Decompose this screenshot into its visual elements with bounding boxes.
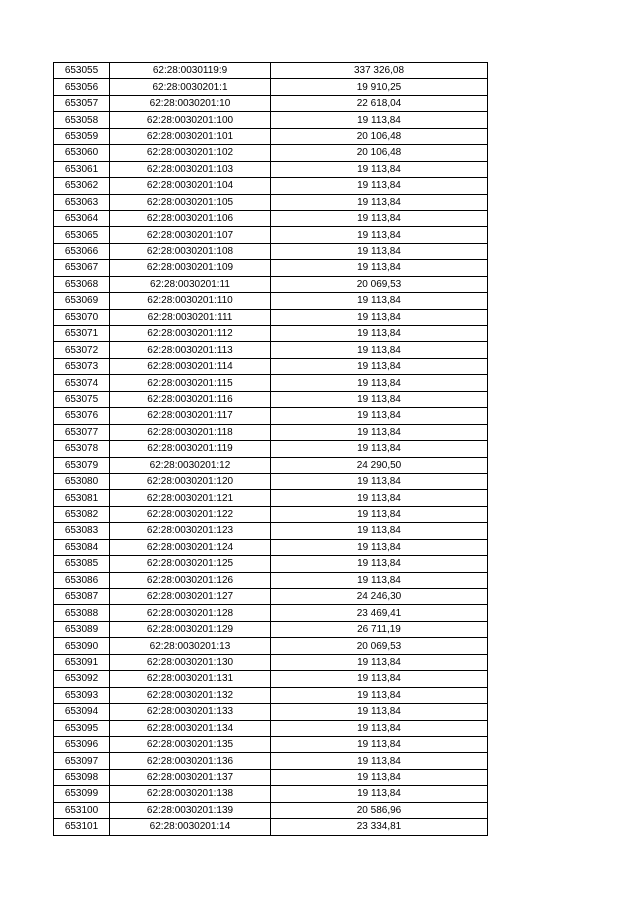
cadastral-number-cell: 62:28:0030201:109 (110, 260, 271, 276)
table-row (54, 506, 488, 522)
cadastral-value-cell: 19 113,84 (271, 441, 488, 457)
cadastral-number-cell: 62:28:0030201:103 (110, 161, 271, 177)
cadastral-value-table (53, 62, 488, 836)
cadastral-number-cell: 62:28:0030201:136 (110, 753, 271, 769)
row-number-cell: 653075 (54, 391, 110, 407)
cadastral-number-cell: 62:28:0030201:129 (110, 621, 271, 637)
table-row (54, 457, 488, 473)
row-number-cell: 653083 (54, 523, 110, 539)
cadastral-number-cell: 62:28:0030201:132 (110, 687, 271, 703)
cadastral-number-cell: 62:28:0030201:126 (110, 572, 271, 588)
cadastral-value-cell: 19 113,84 (271, 654, 488, 670)
cadastral-number-cell: 62:28:0030201:110 (110, 293, 271, 309)
cadastral-value-cell: 23 334,81 (271, 819, 488, 835)
table-row (54, 671, 488, 687)
cadastral-number-cell: 62:28:0030119:9 (110, 63, 271, 79)
table-row (54, 605, 488, 621)
cadastral-number-cell: 62:28:0030201:137 (110, 769, 271, 785)
cadastral-value-cell: 19 910,25 (271, 79, 488, 95)
cadastral-value-cell: 19 113,84 (271, 210, 488, 226)
cadastral-number-cell: 62:28:0030201:114 (110, 358, 271, 374)
row-number-cell: 653077 (54, 424, 110, 440)
cadastral-value-cell: 19 113,84 (271, 112, 488, 128)
table-row (54, 161, 488, 177)
cadastral-value-cell: 24 290,50 (271, 457, 488, 473)
cadastral-number-cell: 62:28:0030201:105 (110, 194, 271, 210)
row-number-cell: 653071 (54, 326, 110, 342)
cadastral-number-cell: 62:28:0030201:135 (110, 736, 271, 752)
row-number-cell: 653091 (54, 654, 110, 670)
cadastral-value-cell: 19 113,84 (271, 375, 488, 391)
cadastral-number-cell: 62:28:0030201:123 (110, 523, 271, 539)
cadastral-number-cell: 62:28:0030201:113 (110, 342, 271, 358)
row-number-cell: 653081 (54, 490, 110, 506)
cadastral-value-cell: 19 113,84 (271, 227, 488, 243)
row-number-cell: 653096 (54, 736, 110, 752)
cadastral-value-cell: 337 326,08 (271, 63, 488, 79)
table-row (54, 95, 488, 111)
row-number-cell: 653057 (54, 95, 110, 111)
cadastral-number-cell: 62:28:0030201:106 (110, 210, 271, 226)
cadastral-value-cell: 19 113,84 (271, 358, 488, 374)
table-row (54, 227, 488, 243)
table-body (54, 63, 488, 836)
row-number-cell: 653095 (54, 720, 110, 736)
row-number-cell: 653065 (54, 227, 110, 243)
cadastral-value-cell: 20 586,96 (271, 802, 488, 818)
row-number-cell: 653070 (54, 309, 110, 325)
cadastral-value-cell: 22 618,04 (271, 95, 488, 111)
table-row (54, 786, 488, 802)
cadastral-number-cell: 62:28:0030201:119 (110, 441, 271, 457)
row-number-cell: 653067 (54, 260, 110, 276)
table-row (54, 473, 488, 489)
cadastral-value-cell: 19 113,84 (271, 326, 488, 342)
cadastral-value-cell: 19 113,84 (271, 342, 488, 358)
row-number-cell: 653055 (54, 63, 110, 79)
row-number-cell: 653087 (54, 589, 110, 605)
cadastral-value-cell: 19 113,84 (271, 309, 488, 325)
table-row (54, 539, 488, 555)
row-number-cell: 653068 (54, 276, 110, 292)
table-row (54, 178, 488, 194)
cadastral-value-cell: 19 113,84 (271, 556, 488, 572)
table-row (54, 391, 488, 407)
cadastral-number-cell: 62:28:0030201:112 (110, 326, 271, 342)
cadastral-number-cell: 62:28:0030201:100 (110, 112, 271, 128)
row-number-cell: 653089 (54, 621, 110, 637)
cadastral-number-cell: 62:28:0030201:116 (110, 391, 271, 407)
table-row (54, 687, 488, 703)
cadastral-number-cell: 62:28:0030201:108 (110, 243, 271, 259)
row-number-cell: 653061 (54, 161, 110, 177)
cadastral-number-cell: 62:28:0030201:14 (110, 819, 271, 835)
cadastral-value-cell: 19 113,84 (271, 786, 488, 802)
row-number-cell: 653098 (54, 769, 110, 785)
cadastral-number-cell: 62:28:0030201:122 (110, 506, 271, 522)
cadastral-number-cell: 62:28:0030201:127 (110, 589, 271, 605)
cadastral-number-cell: 62:28:0030201:115 (110, 375, 271, 391)
cadastral-value-cell: 19 113,84 (271, 671, 488, 687)
row-number-cell: 653076 (54, 408, 110, 424)
cadastral-number-cell: 62:28:0030201:121 (110, 490, 271, 506)
row-number-cell: 653060 (54, 145, 110, 161)
cadastral-number-cell: 62:28:0030201:138 (110, 786, 271, 802)
cadastral-number-cell: 62:28:0030201:104 (110, 178, 271, 194)
cadastral-number-cell: 62:28:0030201:133 (110, 704, 271, 720)
table-row (54, 326, 488, 342)
table-row (54, 704, 488, 720)
cadastral-number-cell: 62:28:0030201:124 (110, 539, 271, 555)
cadastral-value-cell: 19 113,84 (271, 736, 488, 752)
cadastral-value-cell: 19 113,84 (271, 194, 488, 210)
row-number-cell: 653092 (54, 671, 110, 687)
table-row (54, 802, 488, 818)
row-number-cell: 653088 (54, 605, 110, 621)
table-row (54, 375, 488, 391)
row-number-cell: 653085 (54, 556, 110, 572)
row-number-cell: 653097 (54, 753, 110, 769)
table-row (54, 408, 488, 424)
cadastral-number-cell: 62:28:0030201:13 (110, 638, 271, 654)
cadastral-value-cell: 19 113,84 (271, 408, 488, 424)
cadastral-number-cell: 62:28:0030201:101 (110, 128, 271, 144)
table-row (54, 769, 488, 785)
cadastral-value-cell: 20 069,53 (271, 276, 488, 292)
cadastral-number-cell: 62:28:0030201:117 (110, 408, 271, 424)
table-row (54, 424, 488, 440)
cadastral-value-cell: 19 113,84 (271, 704, 488, 720)
cadastral-value-cell: 19 113,84 (271, 161, 488, 177)
row-number-cell: 653094 (54, 704, 110, 720)
table-row (54, 736, 488, 752)
cadastral-number-cell: 62:28:0030201:130 (110, 654, 271, 670)
cadastral-value-cell: 20 106,48 (271, 145, 488, 161)
cadastral-number-cell: 62:28:0030201:12 (110, 457, 271, 473)
row-number-cell: 653072 (54, 342, 110, 358)
table-row (54, 589, 488, 605)
table-row (54, 358, 488, 374)
cadastral-number-cell: 62:28:0030201:10 (110, 95, 271, 111)
cadastral-number-cell: 62:28:0030201:118 (110, 424, 271, 440)
table-row (54, 753, 488, 769)
table-row (54, 720, 488, 736)
row-number-cell: 653099 (54, 786, 110, 802)
row-number-cell: 653064 (54, 210, 110, 226)
table-row (54, 819, 488, 835)
table-row (54, 128, 488, 144)
cadastral-number-cell: 62:28:0030201:139 (110, 802, 271, 818)
row-number-cell: 653056 (54, 79, 110, 95)
row-number-cell: 653084 (54, 539, 110, 555)
cadastral-value-cell: 19 113,84 (271, 720, 488, 736)
cadastral-number-cell: 62:28:0030201:11 (110, 276, 271, 292)
cadastral-number-cell: 62:28:0030201:125 (110, 556, 271, 572)
cadastral-value-cell: 19 113,84 (271, 260, 488, 276)
row-number-cell: 653079 (54, 457, 110, 473)
row-number-cell: 653080 (54, 473, 110, 489)
cadastral-number-cell: 62:28:0030201:128 (110, 605, 271, 621)
cadastral-value-cell: 19 113,84 (271, 572, 488, 588)
cadastral-number-cell: 62:28:0030201:134 (110, 720, 271, 736)
cadastral-number-cell: 62:28:0030201:131 (110, 671, 271, 687)
cadastral-value-cell: 20 106,48 (271, 128, 488, 144)
cadastral-value-cell: 19 113,84 (271, 293, 488, 309)
row-number-cell: 653059 (54, 128, 110, 144)
cadastral-number-cell: 62:28:0030201:102 (110, 145, 271, 161)
row-number-cell: 653078 (54, 441, 110, 457)
cadastral-value-cell: 19 113,84 (271, 178, 488, 194)
row-number-cell: 653062 (54, 178, 110, 194)
table-row (54, 63, 488, 79)
table-row (54, 276, 488, 292)
table-row (54, 112, 488, 128)
row-number-cell: 653086 (54, 572, 110, 588)
cadastral-value-cell: 23 469,41 (271, 605, 488, 621)
row-number-cell: 653101 (54, 819, 110, 835)
cadastral-value-cell: 19 113,84 (271, 753, 488, 769)
table-row (54, 79, 488, 95)
table-row (54, 556, 488, 572)
row-number-cell: 653093 (54, 687, 110, 703)
row-number-cell: 653090 (54, 638, 110, 654)
table-row (54, 572, 488, 588)
cadastral-number-cell: 62:28:0030201:107 (110, 227, 271, 243)
table-row (54, 210, 488, 226)
cadastral-value-cell: 19 113,84 (271, 539, 488, 555)
row-number-cell: 653069 (54, 293, 110, 309)
cadastral-value-cell: 19 113,84 (271, 769, 488, 785)
table-row (54, 145, 488, 161)
row-number-cell: 653074 (54, 375, 110, 391)
cadastral-value-cell: 26 711,19 (271, 621, 488, 637)
row-number-cell: 653063 (54, 194, 110, 210)
table-row (54, 293, 488, 309)
cadastral-value-cell: 19 113,84 (271, 424, 488, 440)
row-number-cell: 653058 (54, 112, 110, 128)
row-number-cell: 653082 (54, 506, 110, 522)
table-row (54, 194, 488, 210)
row-number-cell: 653073 (54, 358, 110, 374)
table-row (54, 441, 488, 457)
cadastral-value-cell: 19 113,84 (271, 243, 488, 259)
table-row (54, 638, 488, 654)
table-row (54, 342, 488, 358)
table-row (54, 243, 488, 259)
table-row (54, 654, 488, 670)
cadastral-value-cell: 20 069,53 (271, 638, 488, 654)
cadastral-value-cell: 19 113,84 (271, 523, 488, 539)
table-row (54, 490, 488, 506)
cadastral-value-cell: 19 113,84 (271, 391, 488, 407)
row-number-cell: 653066 (54, 243, 110, 259)
cadastral-value-cell: 19 113,84 (271, 687, 488, 703)
cadastral-number-cell: 62:28:0030201:1 (110, 79, 271, 95)
table-row (54, 523, 488, 539)
cadastral-value-cell: 19 113,84 (271, 490, 488, 506)
cadastral-number-cell: 62:28:0030201:111 (110, 309, 271, 325)
table-row (54, 309, 488, 325)
cadastral-value-cell: 19 113,84 (271, 473, 488, 489)
cadastral-value-cell: 24 246,30 (271, 589, 488, 605)
table-row (54, 260, 488, 276)
table-row (54, 621, 488, 637)
cadastral-value-cell: 19 113,84 (271, 506, 488, 522)
cadastral-number-cell: 62:28:0030201:120 (110, 473, 271, 489)
row-number-cell: 653100 (54, 802, 110, 818)
